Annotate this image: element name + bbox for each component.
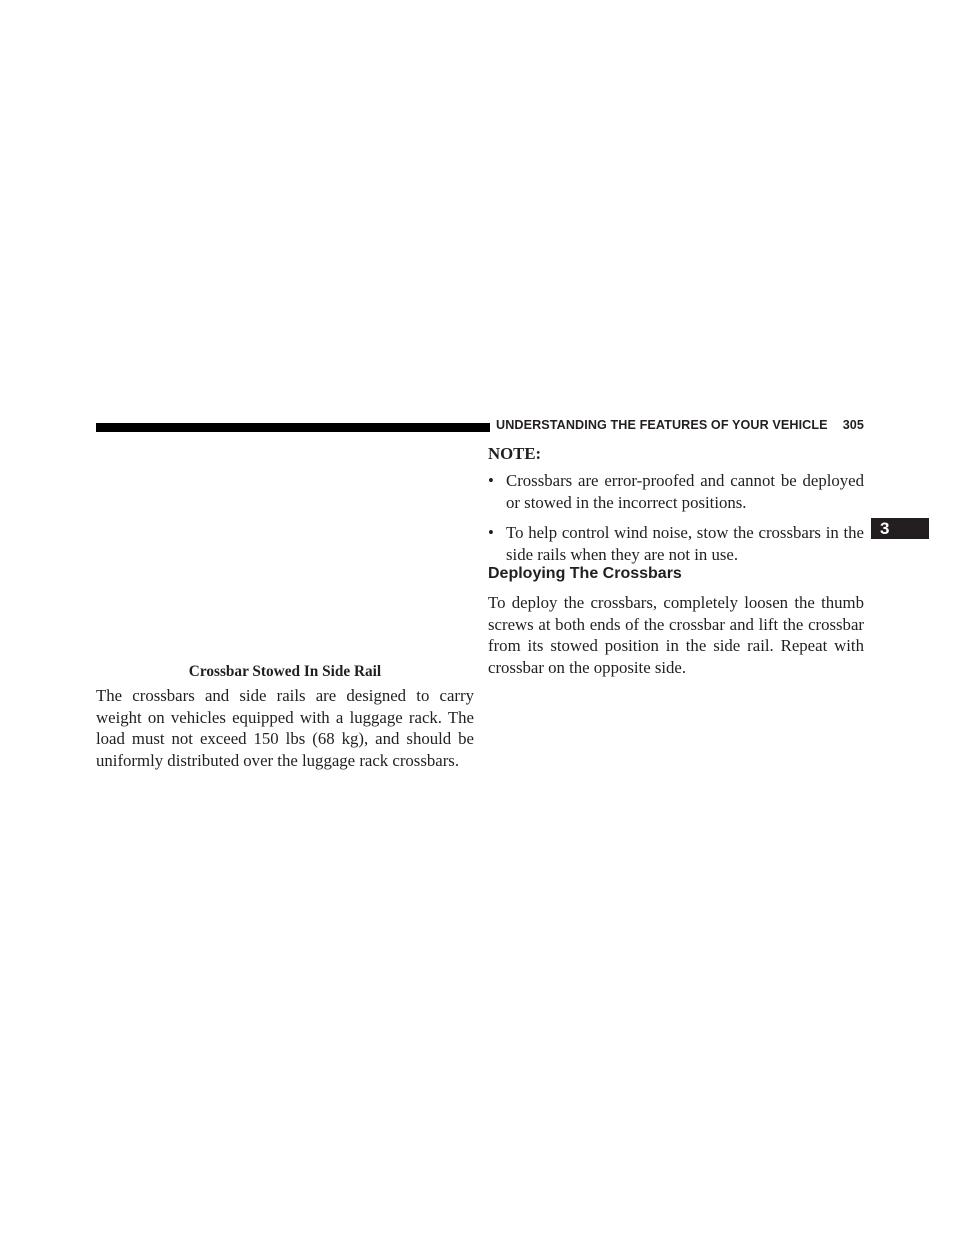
note-label: NOTE: xyxy=(488,444,542,463)
note-bullet-list xyxy=(488,470,864,574)
bullet-icon: • xyxy=(488,523,494,543)
section-heading: Deploying The Crossbars xyxy=(488,565,682,582)
list-item-text: To help control wind noise, stow the crossbars in the side rails when they are not in use. xyxy=(506,523,864,564)
figure-placeholder xyxy=(96,440,474,640)
list-item-text: Crossbars are error-proofed and cannot be deployed or stowed in the incorrect positions. xyxy=(506,471,864,512)
load-capacity-paragraph: The crossbars and side rails are designed to carry weight on vehicles equipped with a luggage rack. The load must not exceed 150 lbs (68 kg), and should be uniformly distributed over the luggage rack crossbars. xyxy=(96,686,474,770)
list-item xyxy=(488,470,864,513)
list-item xyxy=(488,522,864,565)
chapter-tab: 3 xyxy=(871,518,929,539)
deploy-paragraph: To deploy the crossbars, completely loosen the thumb screws at both ends of the crossbar and lift the crossbar from its stowed position in the side rail. Repeat with crossbar on the opposite side. xyxy=(488,593,864,677)
page-number: 305 xyxy=(842,418,864,432)
header-title: UNDERSTANDING THE FEATURES OF YOUR VEHICLE xyxy=(496,418,828,432)
running-header xyxy=(496,418,864,436)
bullet-icon: • xyxy=(488,471,494,490)
figure-caption: Crossbar Stowed In Side Rail xyxy=(188,663,382,680)
header-rule xyxy=(96,423,490,432)
